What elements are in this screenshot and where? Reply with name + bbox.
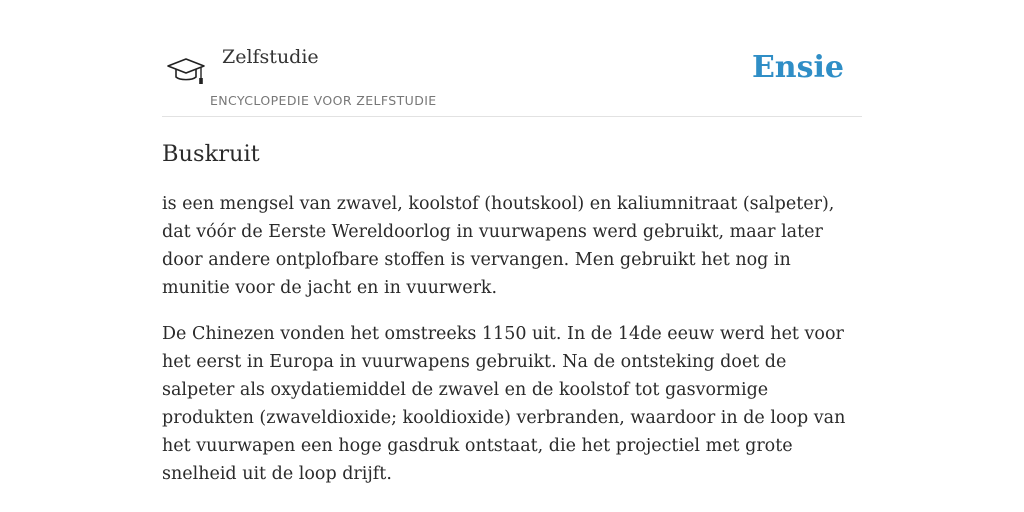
article-paragraph-1: is een mengsel van zwavel, koolstof (houtskool) en kaliumnitraat (salpeter), dat vóór de Eerste Wereldoorlog in vuurwapens werd gebruikt, maar later door andere ontplofbare stoffen is vervangen. Men gebruikt het nog in munitie voor de jacht en in vuurwerk. <box>162 194 835 298</box>
graduation-cap-icon[interactable] <box>166 52 206 92</box>
site-tagline: ENCYCLOPEDIE VOOR ZELFSTUDIE <box>210 93 437 108</box>
article-title: Buskruit <box>162 141 260 167</box>
article-paragraph-2: De Chinezen vonden het omstreeks 1150 uit. In de 14de eeuw werd het voor het eerst in Europa in vuurwapens gebruikt. Na de ontsteking doet de salpeter als oxydatiemiddel de zwavel en de koolstof tot gasvormige produkten (zwaveldioxide; kooldioxide) verbranden, waardoor in de loop van het vuurwapen een hoge gasdruk ontstaat, die het projectiel met grote snelheid uit de loop drijft. <box>162 324 846 484</box>
brand-logo-link[interactable]: Ensie <box>751 50 844 85</box>
article <box>162 138 862 506</box>
site-name[interactable]: Zelfstudie <box>222 46 319 68</box>
site-header <box>162 0 862 117</box>
